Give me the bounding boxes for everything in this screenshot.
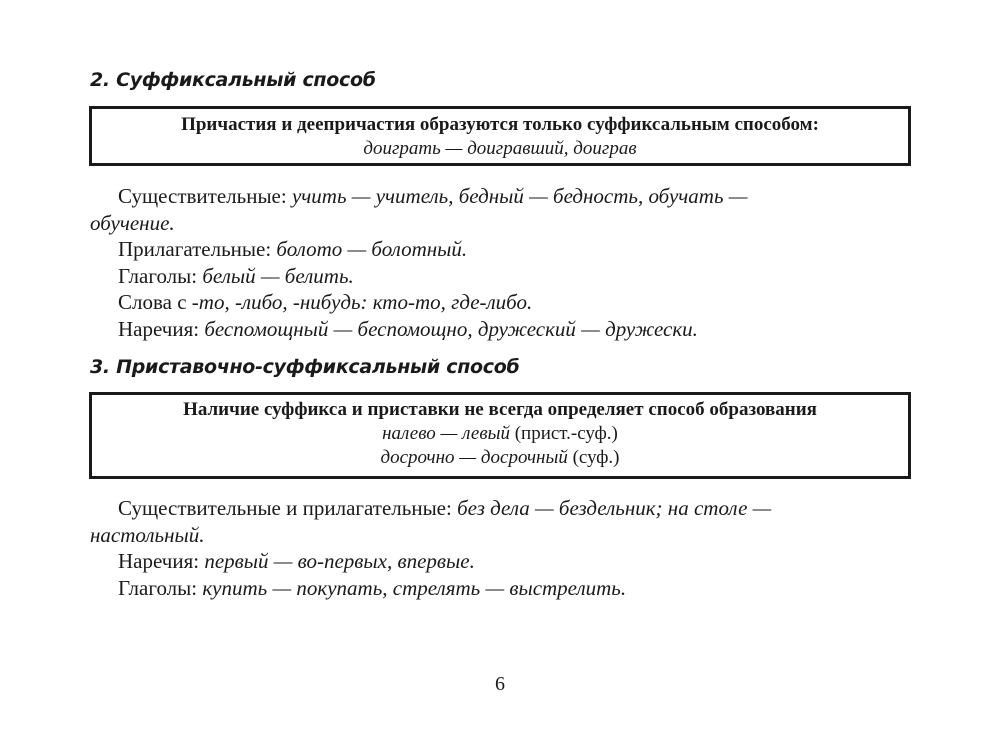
example-nouns-adjectives <box>90 495 915 522</box>
section-3-examples <box>90 495 915 601</box>
section-2-heading: 2. Суффиксальный способ <box>90 69 376 91</box>
example-label: Существительные: <box>118 184 292 208</box>
section-2-examples <box>90 183 915 342</box>
example-verbs <box>90 263 915 290</box>
example-text: болото — болотный. <box>276 237 468 261</box>
rule-box-example: доиграть — доигравший, доиграв <box>363 138 637 159</box>
example-adverbs <box>90 548 915 575</box>
example-label: Глаголы: <box>118 575 203 600</box>
rule-box-example: налево — левый <box>382 423 510 444</box>
example-nouns <box>90 183 915 210</box>
rule-box-example-line <box>92 422 908 446</box>
example-label: Существительные и прилагательные: <box>118 496 458 520</box>
rule-box-example-line <box>92 446 908 470</box>
example-nouns-continuation: обучение. <box>90 210 175 235</box>
example-text: без дела — бездельник; на столе — <box>457 496 772 520</box>
example-label: Глаголы: <box>118 263 203 288</box>
example-adverbs <box>90 316 915 343</box>
rule-box-title: Причастия и деепричастия образуются только суффиксальным способом: <box>181 114 819 135</box>
example-text: беспомощный — беспомощно, дружеский — дружески. <box>204 316 698 341</box>
example-label: Прилагательные: <box>118 237 277 261</box>
section-3-heading: 3. Приставочно-суффиксальный способ <box>90 356 520 378</box>
example-verbs <box>90 575 915 602</box>
page-number: 6 <box>495 673 505 695</box>
example-label: Наречия: <box>118 549 205 573</box>
rule-box-note: (суф.) <box>567 447 620 468</box>
example-text: -то, -либо, -нибудь: кто-то, где-либо. <box>191 290 533 314</box>
example-indefinite-words <box>90 289 915 316</box>
rule-box-title: Наличие суффикса и приставки не всегда определяет способ образования <box>183 399 817 420</box>
example-text: первый — во-первых, впервые. <box>204 549 475 573</box>
example-text: учить — учитель, бедный — бедность, обучать — <box>291 184 748 208</box>
example-adjectives <box>90 236 915 263</box>
rule-box-example: досрочно — досрочный <box>380 447 568 468</box>
example-nouns-adjectives-continuation: настольный. <box>90 522 205 547</box>
example-label: Слова с <box>118 290 192 314</box>
rule-box-note: (прист.-суф.) <box>509 423 618 444</box>
rule-box-prefix-suffixal <box>89 392 911 479</box>
example-label: Наречия: <box>118 316 205 341</box>
example-text: белый — белить. <box>202 263 354 288</box>
example-text: купить — покупать, стрелять — выстрелить. <box>202 575 627 600</box>
rule-box-suffixal <box>89 106 911 166</box>
